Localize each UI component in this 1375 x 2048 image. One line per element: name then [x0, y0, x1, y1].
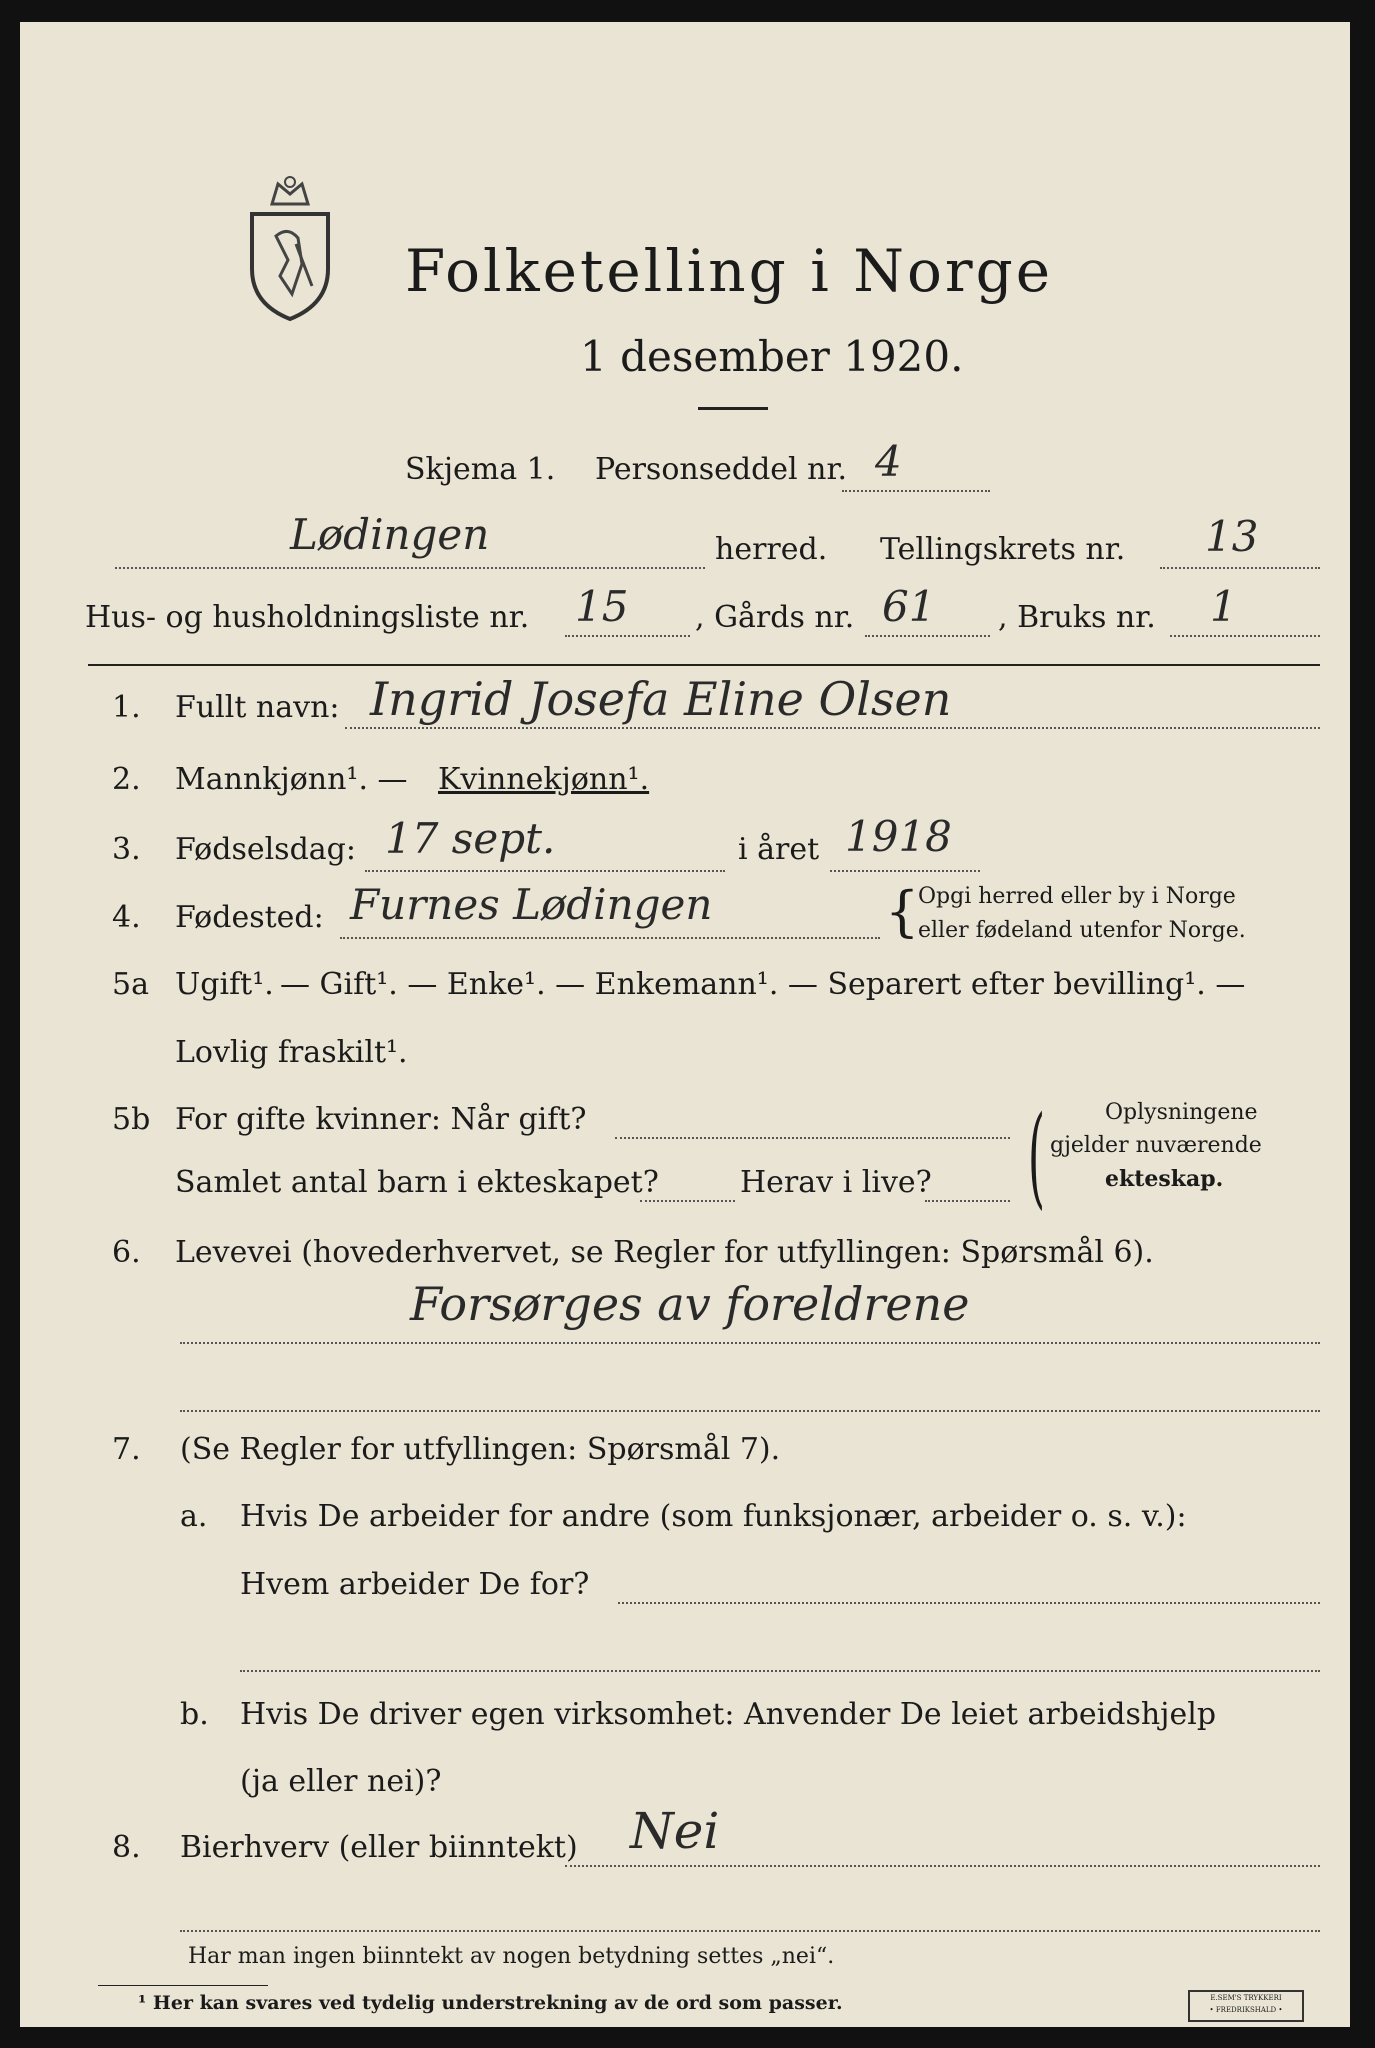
q8-value: Nei — [630, 1802, 720, 1860]
q5b-line-3 — [925, 1200, 1010, 1202]
herred-line — [115, 567, 705, 569]
q5a-options-2: Lovlig fraskilt¹. — [175, 1035, 408, 1070]
hus-line — [565, 635, 690, 637]
q5b-number: 5b — [112, 1102, 151, 1137]
personseddel-value: 4 — [875, 437, 902, 486]
herred-value: Lødingen — [290, 510, 490, 559]
q8-line-1 — [565, 1865, 1320, 1867]
q2-mann: Mannkjønn¹. — — [175, 762, 408, 797]
q5b-label-1: For gifte kvinner: Når gift? — [175, 1102, 587, 1137]
q4-number: 4. — [112, 900, 141, 935]
q5b-brace: ( — [1027, 1092, 1046, 1220]
tellingskrets-value: 13 — [1205, 512, 1259, 561]
q7b-label: Hvis De driver egen virksomhet: Anvender De leiet arbeidshjelp — [240, 1697, 1217, 1732]
q1-label: Fullt navn: — [175, 690, 340, 725]
q2-kvinne: Kvinnekjønn¹. — [438, 762, 650, 797]
tellingskrets-line — [1160, 567, 1320, 569]
q5b-line-1 — [615, 1137, 1010, 1139]
q6-value: Forsørges av foreldrene — [410, 1277, 970, 1331]
q5b-label-2: Samlet antal barn i ekteskapet? — [175, 1165, 659, 1200]
q6-line-1 — [180, 1342, 1320, 1344]
q3-year-label: i året — [738, 832, 820, 867]
q4-label: Fødested: — [175, 900, 324, 935]
q7a-line-1 — [618, 1602, 1320, 1604]
q6-label: Levevei (hovederhvervet, se Regler for utfyllingen: Spørsmål 6). — [175, 1235, 1154, 1270]
q3-value: 17 sept. — [385, 814, 556, 863]
q1-value: Ingrid Josefa Eline Olsen — [370, 672, 952, 726]
herred-label: herred. — [715, 532, 828, 567]
skjema-label: Skjema 1. — [405, 452, 556, 487]
q7b-label-2: (ja eller nei)? — [240, 1764, 442, 1799]
printer-stamp — [1188, 1990, 1304, 2022]
q3-year-line — [830, 870, 980, 872]
gards-line — [865, 635, 990, 637]
printer-line-1: E.SEM'S TRYKKERI — [1210, 1994, 1282, 2002]
q2-number: 2. — [112, 762, 141, 797]
q5a-options: — Gift¹. — Enke¹. — Enkemann¹. — Separert efter bevilling¹. — — [280, 967, 1246, 1002]
hus-label: Hus- og husholdningsliste nr. — [85, 600, 530, 635]
q7a-line-2 — [240, 1670, 1320, 1672]
q4-note-1: Opgi herred eller by i Norge — [918, 884, 1236, 909]
bruks-line — [1170, 635, 1320, 637]
q5a-number: 5a — [112, 967, 149, 1002]
q4-note-2: eller fødeland utenfor Norge. — [918, 918, 1246, 943]
q3-year: 1918 — [845, 812, 952, 861]
q8-line-2 — [180, 1930, 1320, 1932]
bruks-label: , Bruks nr. — [998, 600, 1156, 635]
census-form — [20, 22, 1350, 2027]
q6-number: 6. — [112, 1235, 141, 1270]
q3-label: Fødselsdag: — [175, 832, 356, 867]
q6-line-2 — [180, 1410, 1320, 1412]
q3-line — [365, 870, 725, 872]
q7a-letter: a. — [180, 1499, 208, 1534]
q1-line — [345, 727, 1320, 729]
q4-value: Furnes Lødingen — [350, 880, 713, 929]
q4-brace: { — [885, 880, 920, 943]
footer-note: Har man ingen biinntekt av nogen betydning settes „nei“. — [188, 1944, 835, 1969]
q8-number: 8. — [112, 1830, 141, 1865]
title-divider — [698, 407, 768, 410]
q7-label: (Se Regler for utfyllingen: Spørsmål 7). — [180, 1432, 781, 1467]
q5b-note-3: ekteskap. — [1105, 1166, 1224, 1192]
footnote: ¹ Her kan svares ved tydelig understrekning av de ord som passer. — [138, 1992, 843, 2014]
q7-number: 7. — [112, 1432, 141, 1467]
header-divider — [88, 664, 1320, 666]
q5b-note-2: gjelder nuværende — [1050, 1133, 1262, 1158]
q4-line — [340, 937, 880, 939]
q7a-label-2: Hvem arbeider De for? — [240, 1567, 590, 1602]
q5b-note-1: Oplysningene — [1105, 1100, 1258, 1125]
q7b-letter: b. — [180, 1697, 209, 1732]
bruks-value: 1 — [1210, 582, 1237, 631]
gards-label: , Gårds nr. — [695, 600, 855, 635]
tellingskrets-label: Tellingskrets nr. — [880, 532, 1126, 567]
q8-label: Bierhverv (eller biinntekt) — [180, 1830, 578, 1865]
q1-number: 1. — [112, 690, 141, 725]
census-date: 1 desember 1920. — [580, 332, 964, 381]
hus-value: 15 — [575, 582, 629, 631]
q3-number: 3. — [112, 832, 141, 867]
personseddel-line — [842, 490, 990, 492]
gards-value: 61 — [882, 582, 936, 631]
footnote-divider — [98, 1985, 268, 1986]
q5a-ugift: Ugift¹. — [175, 967, 274, 1002]
q7a-label: Hvis De arbeider for andre (som funksjonær, arbeider o. s. v.): — [240, 1499, 1187, 1534]
q5b-label-3: Herav i live? — [740, 1165, 932, 1200]
personseddel-label: Personseddel nr. — [595, 452, 848, 487]
printer-line-2: • FREDRIKSHALD • — [1209, 2006, 1283, 2014]
page-title: Folketelling i Norge — [405, 237, 1054, 305]
coat-of-arms-icon — [240, 174, 340, 324]
q5b-line-2 — [640, 1200, 735, 1202]
